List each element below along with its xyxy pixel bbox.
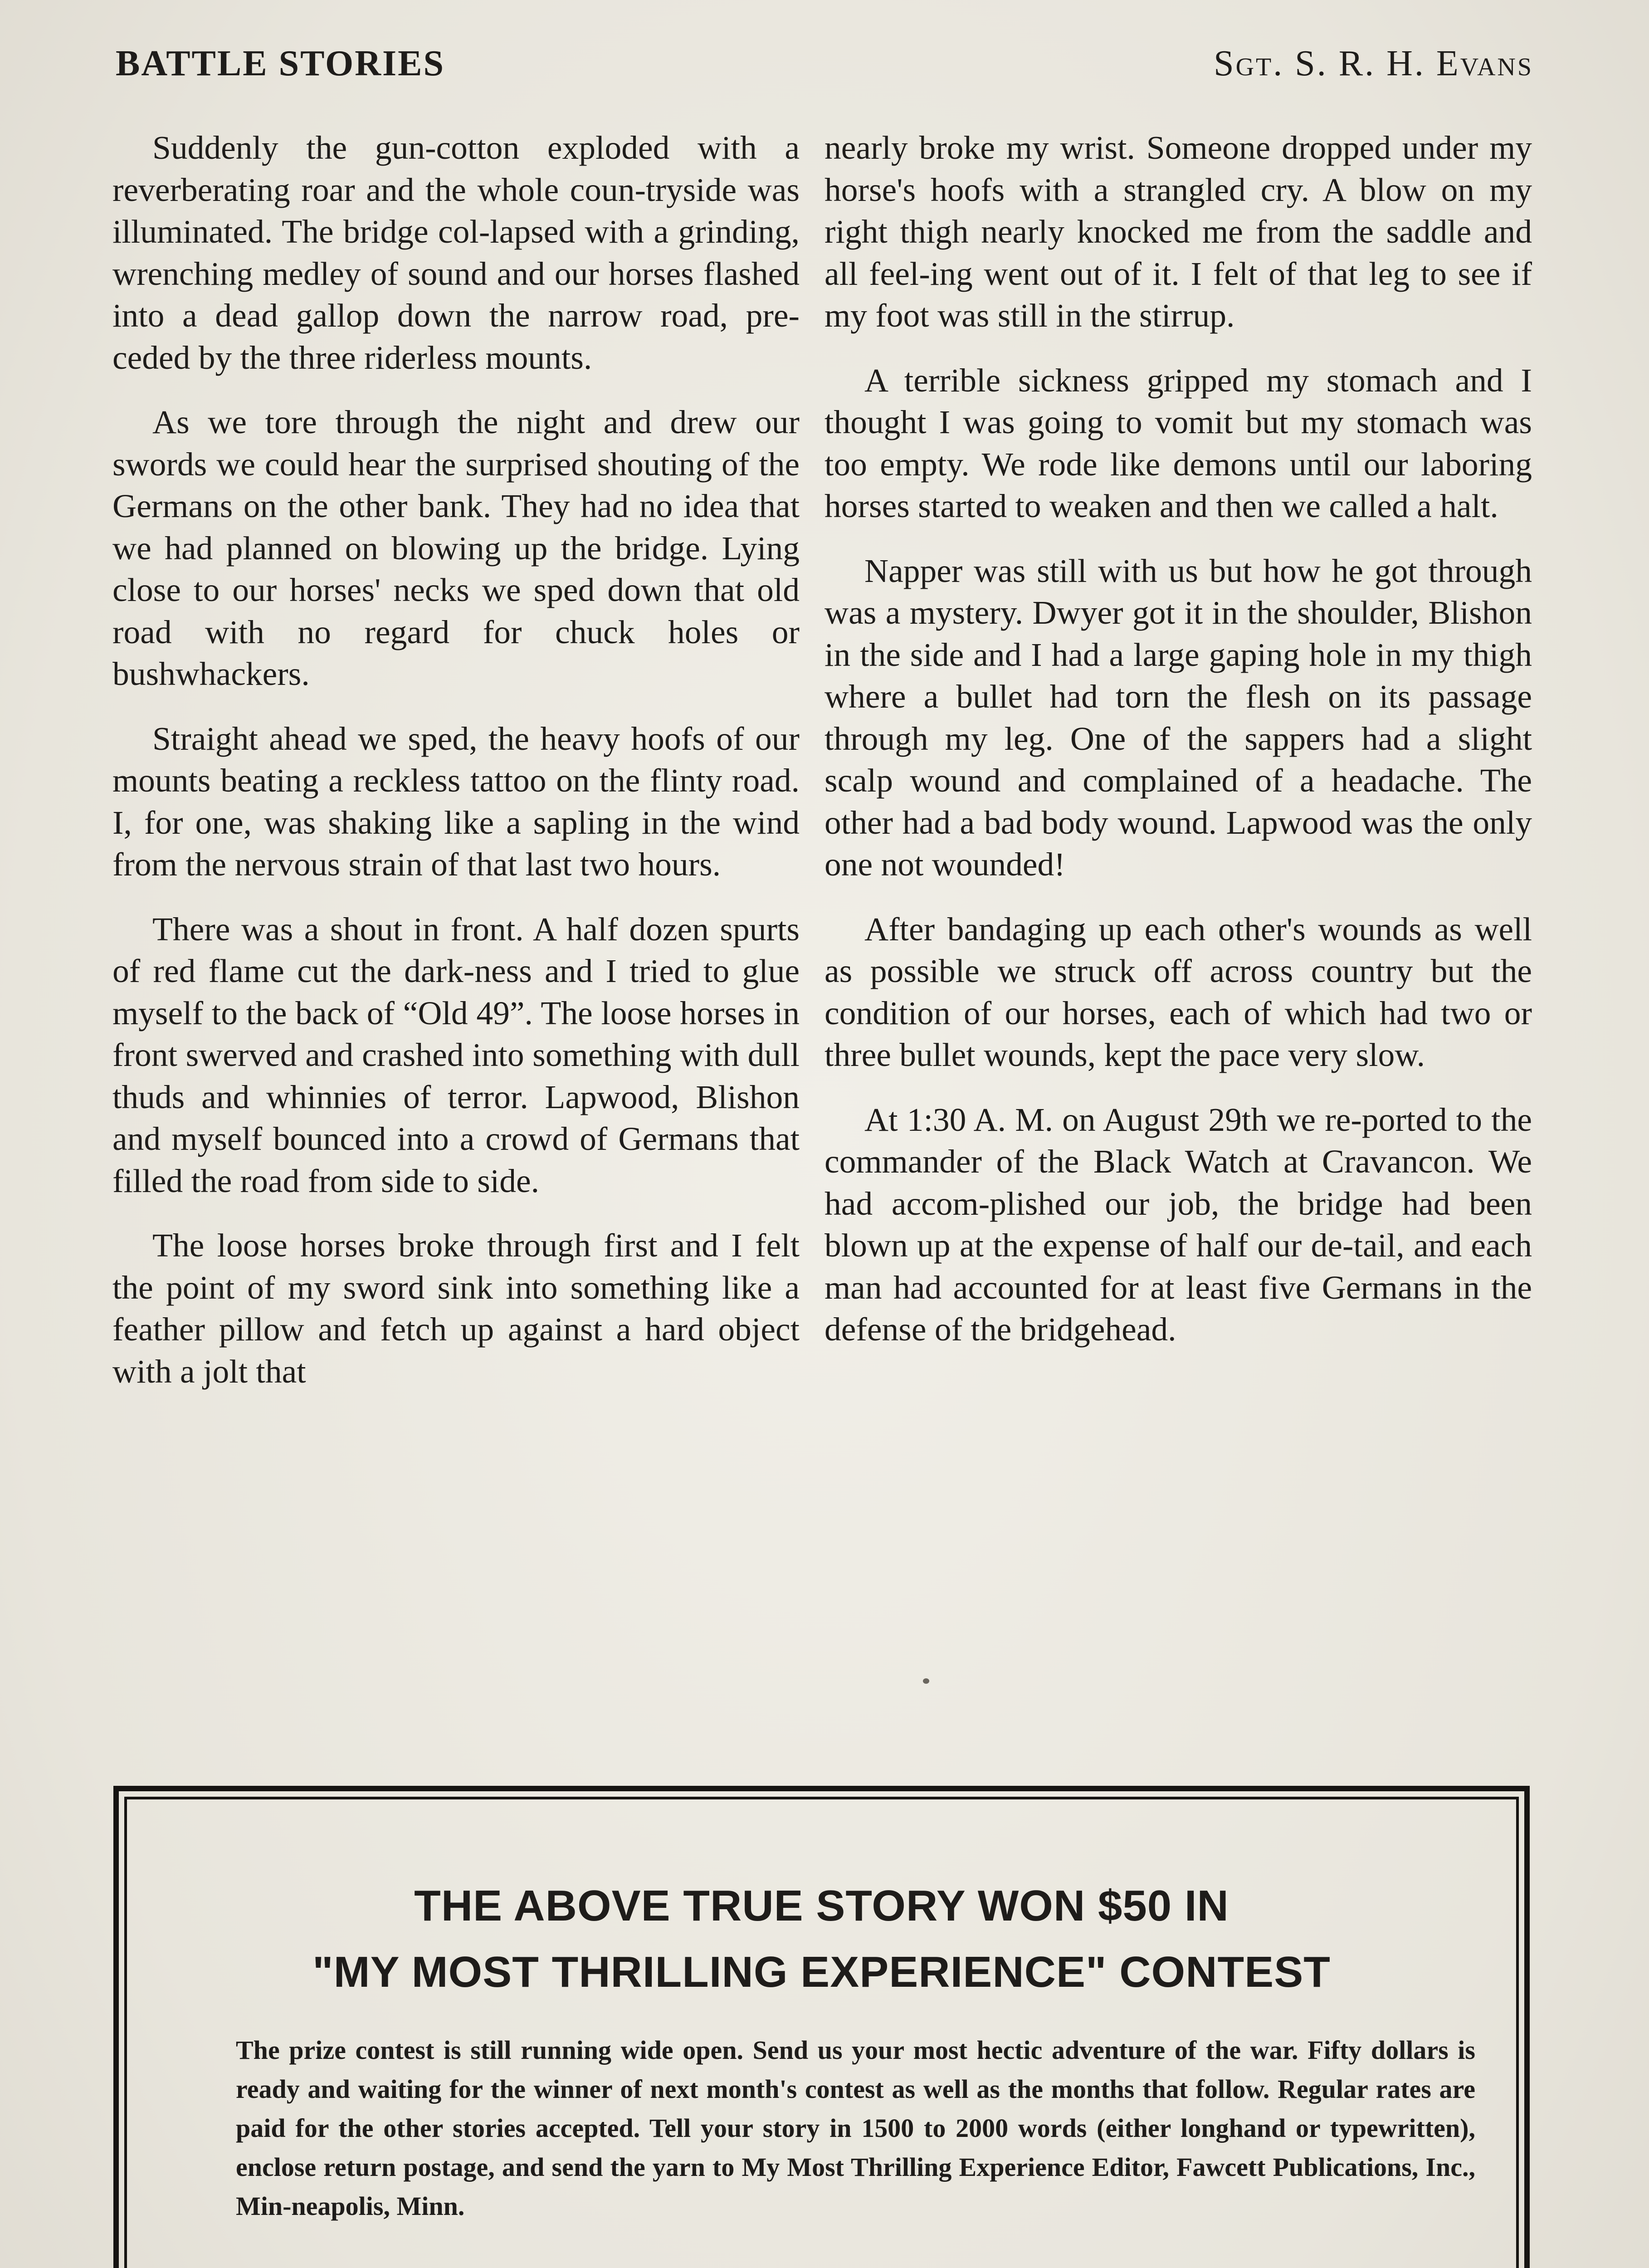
ink-speck xyxy=(923,1678,929,1684)
left-column xyxy=(112,127,800,1415)
contest-announcement-box xyxy=(113,1786,1530,2268)
author-name: Sgt. S. R. H. Evans xyxy=(1214,44,1533,83)
running-head xyxy=(116,43,1533,93)
contest-headline-line-2: "MY MOST THRILLING EXPERIENCE" CONTEST xyxy=(312,1948,1331,1996)
paragraph: Napper was still with us but how he got through was a mystery. Dwyer got it in the shoulder, Blishon in the side and I had a large gaping hole in my thigh where a bullet had torn the flesh on its passage through my leg. One of the sappers had a slight scalp wound and complained of a headache. The other had a bad body wound. Lapwood was the only one not wounded! xyxy=(824,552,1532,883)
paragraph: Suddenly the gun-cotton exploded with a reverberating roar and the whole coun-tryside was illuminated. The bridge col-lapsed with a grinding, wrenching medley of sound and our horses flashed into a dead gallop down the narrow road, pre-ceded by the three riderless mounts. xyxy=(112,129,800,376)
contest-headline xyxy=(127,1873,1516,2005)
paragraph: As we tore through the night and drew our swords we could hear the surprised shouting of the Germans on the other bank. They had no idea that we had planned on blowing up the bridge. Lying close to our horses' necks we sped down that old road with no regard for chuck holes or bushwhackers. xyxy=(112,404,800,692)
contest-body-text: The prize contest is still running wide open. Send us your most hectic adventure of the war. Fifty dollars is ready and waiting for the winner of next month's contest as well as the months that follow. Regular rates are paid for the other stories accepted. Tell your story in 1500 to 2000 words (either longhand or typewritten), enclose return postage, and send the yarn to My Most Thrilling Experience Editor, Fawcett Publications, Inc., Min-neapolis, Minn. xyxy=(236,2035,1475,2221)
paragraph-continuation: nearly broke my wrist. Someone dropped under my horse's hoofs with a strangled cry. A blow on my right thigh nearly knocked me from the saddle and all feel-ing went out of it. I felt of that leg to see if my foot was still in the stirrup. xyxy=(824,129,1532,334)
paragraph: Straight ahead we sped, the heavy hoofs of our mounts beating a reckless tattoo on the flinty road. I, for one, was shaking like a sapling in the wind from the nervous strain of that last two hours. xyxy=(112,720,800,883)
paragraph: At 1:30 A. M. on August 29th we re-ported to the commander of the Black Watch at Cravancon. We had accom-plished our job, the bridge had been blown up at the expense of half our de-tail, and each man had accounted for at least five Germans in the defense of the bridgehead. xyxy=(824,1101,1532,1348)
paragraph: A terrible sickness gripped my stomach and I thought I was going to vomit but my stomach was too empty. We rode like demons until our laboring horses started to weaken and then we called a halt. xyxy=(824,362,1532,524)
contest-inner-border xyxy=(124,1797,1519,2268)
right-column xyxy=(824,127,1532,1374)
paragraph: After bandaging up each other's wounds as well as possible we struck off across country but the condition of our horses, each of which had two or three bullet wounds, kept the pace very slow. xyxy=(824,910,1532,1073)
paragraph: The loose horses broke through first and I felt the point of my sword sink into something like a feather pillow and fetch up against a hard object with a jolt that xyxy=(112,1227,800,1390)
section-title: BATTLE STORIES xyxy=(116,44,445,83)
paragraph: There was a shout in front. A half dozen spurts of red flame cut the dark-ness and I tried to glue myself to the back of “Old 49”. The loose horses in front swerved and crashed into something with dull thuds and whinnies of terror. Lapwood, Blishon and myself bounced into a crowd of Germans that filled the road from side to side. xyxy=(112,910,800,1199)
story-columns xyxy=(112,127,1537,1624)
contest-headline-line-1: THE ABOVE TRUE STORY WON $50 IN xyxy=(414,1882,1229,1930)
